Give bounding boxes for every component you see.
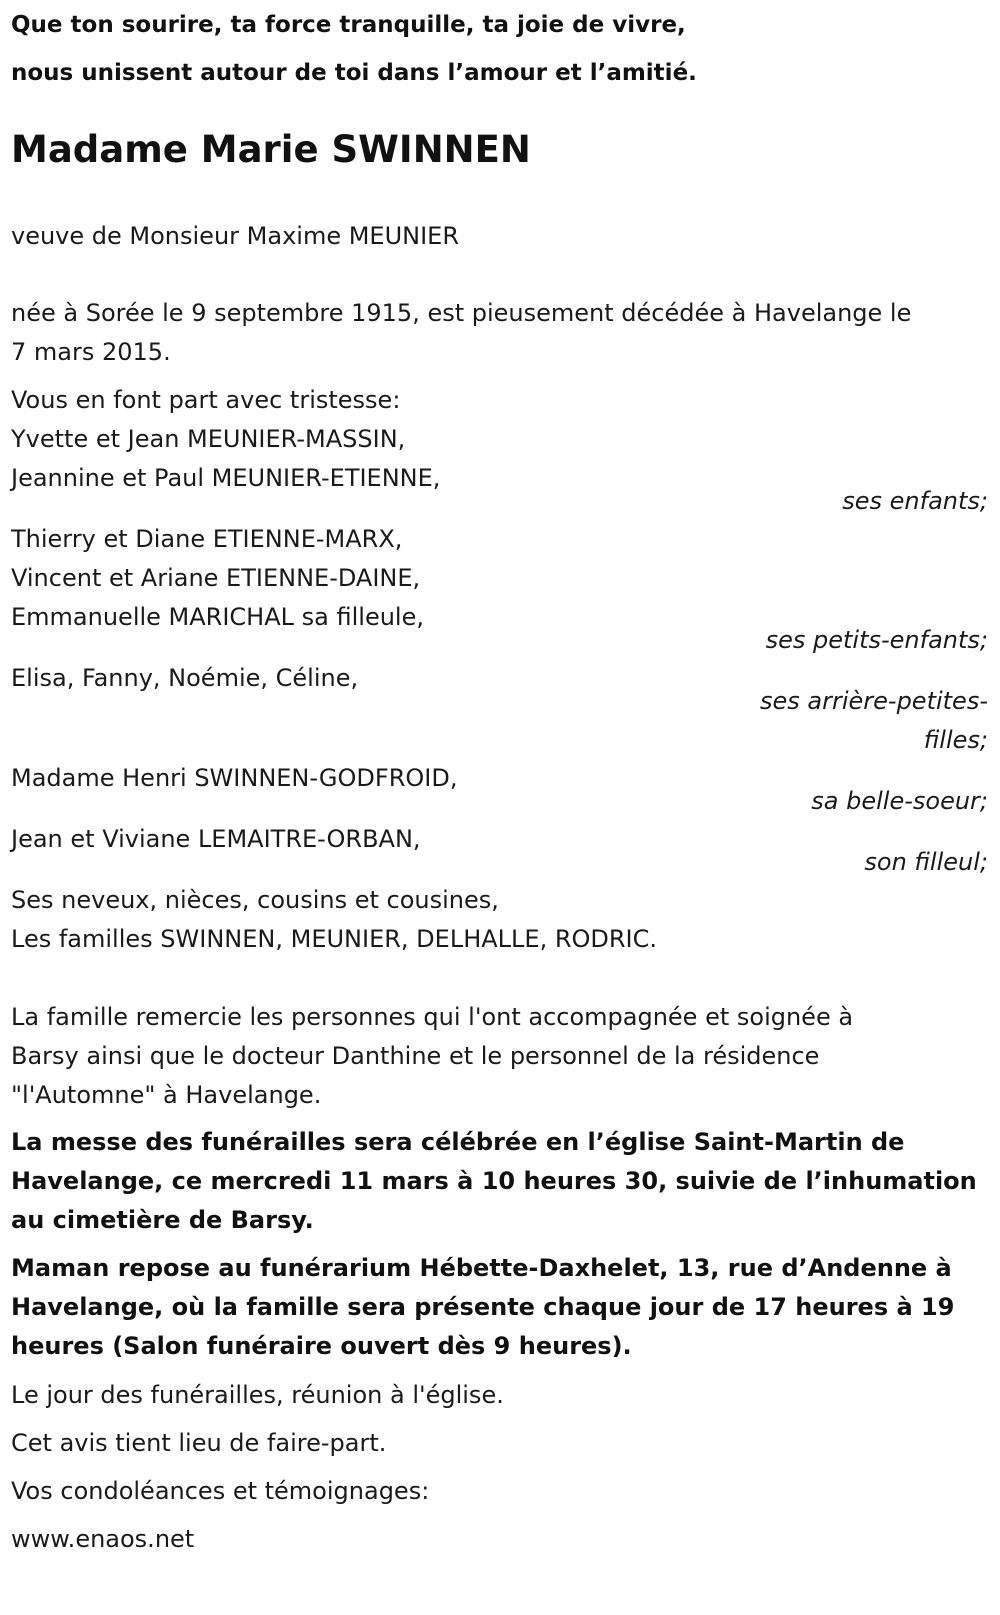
birth-death-line-2: 7 mars 2015. bbox=[11, 338, 171, 366]
family-name: Jean et Viviane LEMAITRE-ORBAN, bbox=[11, 825, 421, 853]
family-name: Vincent et Ariane ETIENNE-DAINE, bbox=[11, 564, 421, 592]
birth-death-line-1: née à Sorée le 9 septembre 1915, est pieusement décédée à Havelange le bbox=[11, 299, 912, 327]
notice-text: Cet avis tient lieu de faire-part. bbox=[11, 1429, 387, 1457]
relation-label: sa belle-soeur; bbox=[811, 787, 988, 815]
meeting-info: Le jour des funérailles, réunion à l'église. bbox=[11, 1381, 504, 1409]
rest-line-1: Maman repose au funérarium Hébette-Daxhelet, 13, rue d’Andenne à bbox=[11, 1254, 952, 1282]
family-name: Yvette et Jean MEUNIER-MASSIN, bbox=[11, 425, 406, 453]
condolences-label: Vos condoléances et témoignages: bbox=[11, 1477, 430, 1505]
others-line-1: Ses neveux, nièces, cousins et cousines, bbox=[11, 886, 499, 914]
funeral-line-1: La messe des funérailles sera célébrée en l’église Saint-Martin de bbox=[11, 1128, 905, 1156]
thanks-line-3: "l'Automne" à Havelange. bbox=[11, 1081, 322, 1109]
relation-label: son filleul; bbox=[864, 848, 988, 876]
widow-of: veuve de Monsieur Maxime MEUNIER bbox=[11, 222, 460, 250]
relation-label: ses enfants; bbox=[842, 487, 988, 515]
thanks-line-2: Barsy ainsi que le docteur Danthine et le personnel de la résidence bbox=[11, 1042, 820, 1070]
thanks-line-1: La famille remercie les personnes qui l'ont accompagnée et soignée à bbox=[11, 1003, 854, 1031]
family-name: Madame Henri SWINNEN-GODFROID, bbox=[11, 764, 458, 792]
relation-label: filles; bbox=[923, 726, 988, 754]
relation-label: ses petits-enfants; bbox=[765, 626, 988, 654]
family-name: Elisa, Fanny, Noémie, Céline, bbox=[11, 664, 359, 692]
deceased-name: Madame Marie SWINNEN bbox=[11, 128, 531, 171]
quote-line-2: nous unissent autour de toi dans l’amour et l’amitié. bbox=[11, 60, 697, 86]
family-name: Jeannine et Paul MEUNIER-ETIENNE, bbox=[11, 464, 441, 492]
family-name: Thierry et Diane ETIENNE-MARX, bbox=[11, 525, 403, 553]
quote-line-1: Que ton sourire, ta force tranquille, ta joie de vivre, bbox=[11, 12, 686, 38]
family-name: Emmanuelle MARICHAL sa filleule, bbox=[11, 603, 424, 631]
announcement-intro: Vous en font part avec tristesse: bbox=[11, 386, 401, 414]
funeral-line-2: Havelange, ce mercredi 11 mars à 10 heures 30, suivie de l’inhumation bbox=[11, 1167, 977, 1195]
funeral-line-3: au cimetière de Barsy. bbox=[11, 1206, 314, 1234]
others-line-2: Les familles SWINNEN, MEUNIER, DELHALLE, RODRIC. bbox=[11, 925, 658, 953]
rest-line-3: heures (Salon funéraire ouvert dès 9 heures). bbox=[11, 1332, 632, 1360]
relation-label: ses arrière-petites- bbox=[760, 687, 988, 715]
condolences-link[interactable]: www.enaos.net bbox=[11, 1525, 195, 1553]
rest-line-2: Havelange, où la famille sera présente chaque jour de 17 heures à 19 bbox=[11, 1293, 955, 1321]
